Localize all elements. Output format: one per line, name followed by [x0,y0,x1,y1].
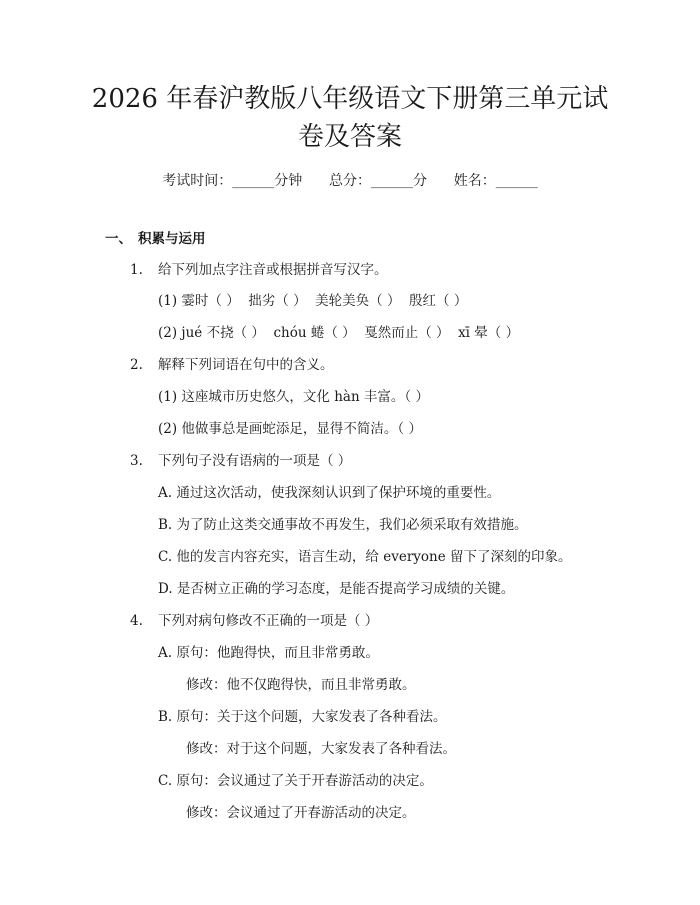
question-stem: 下列对病句修改不正确的一项是（ ） [158,613,379,629]
answer-option: B. 为了防止这类交通事故不再发生，我们必须采取有效措施。 [158,517,528,533]
answer-option: C. 原句：会议通过了关于开春游活动的决定。 [158,773,433,789]
question-number: 2. [130,357,143,373]
question-number: 3. [130,453,143,469]
answer-option: B. 原句：关于这个问题，大家发表了各种看法。 [158,709,447,725]
question-item: (1) 这座城市历史悠久，文化 hàn 丰富。（ ） [158,389,429,405]
question-number: 1. [130,262,143,278]
question-item: (2) 他做事总是画蛇添足，显得不简洁。（ ） [158,421,422,437]
section-title: 积累与运用 [138,231,206,247]
question-stem: 解释下列词语在句中的含义。 [158,357,334,373]
question-item: (1) 霎时（ ） 拙劣（ ） 美轮美奂（ ） 殷红（ ） [158,293,468,309]
option-revision: 修改：他不仅跑得快，而且非常勇敢。 [186,677,416,693]
document-title-line-2: 卷及答案 [297,122,402,152]
answer-option: D. 是否树立正确的学习态度，是能否提高学习成绩的关键。 [158,581,515,597]
question-item: (2) jué 不挠（ ） chóu 蜷（ ） 戛然而止（ ） xī 晕（ ） [158,325,520,341]
option-revision: 修改：会议通过了开春游活动的决定。 [186,805,416,821]
document-title-line-1: 2026 年春沪教版八年级语文下册第三单元试 [91,84,609,114]
question-stem: 下列句子没有语病的一项是（ ） [158,453,352,469]
answer-option: A. 原句：他跑得快，而且非常勇敢。 [158,645,379,661]
question-number: 4. [130,613,143,629]
question-stem: 给下列加点字注音或根据拼音写汉字。 [158,262,388,278]
answer-option: C. 他的发言内容充实，语言生动，给 everyone 留下了深刻的印象。 [158,549,572,565]
section-number: 一、 [105,231,132,247]
answer-option: A. 通过这次活动，使我深刻认识到了保护环境的重要性。 [158,485,501,501]
option-revision: 修改：对于这个问题，大家发表了各种看法。 [186,741,456,757]
exam-info-line: 考试时间：______分钟 总分：______分 姓名：______ [162,173,538,189]
